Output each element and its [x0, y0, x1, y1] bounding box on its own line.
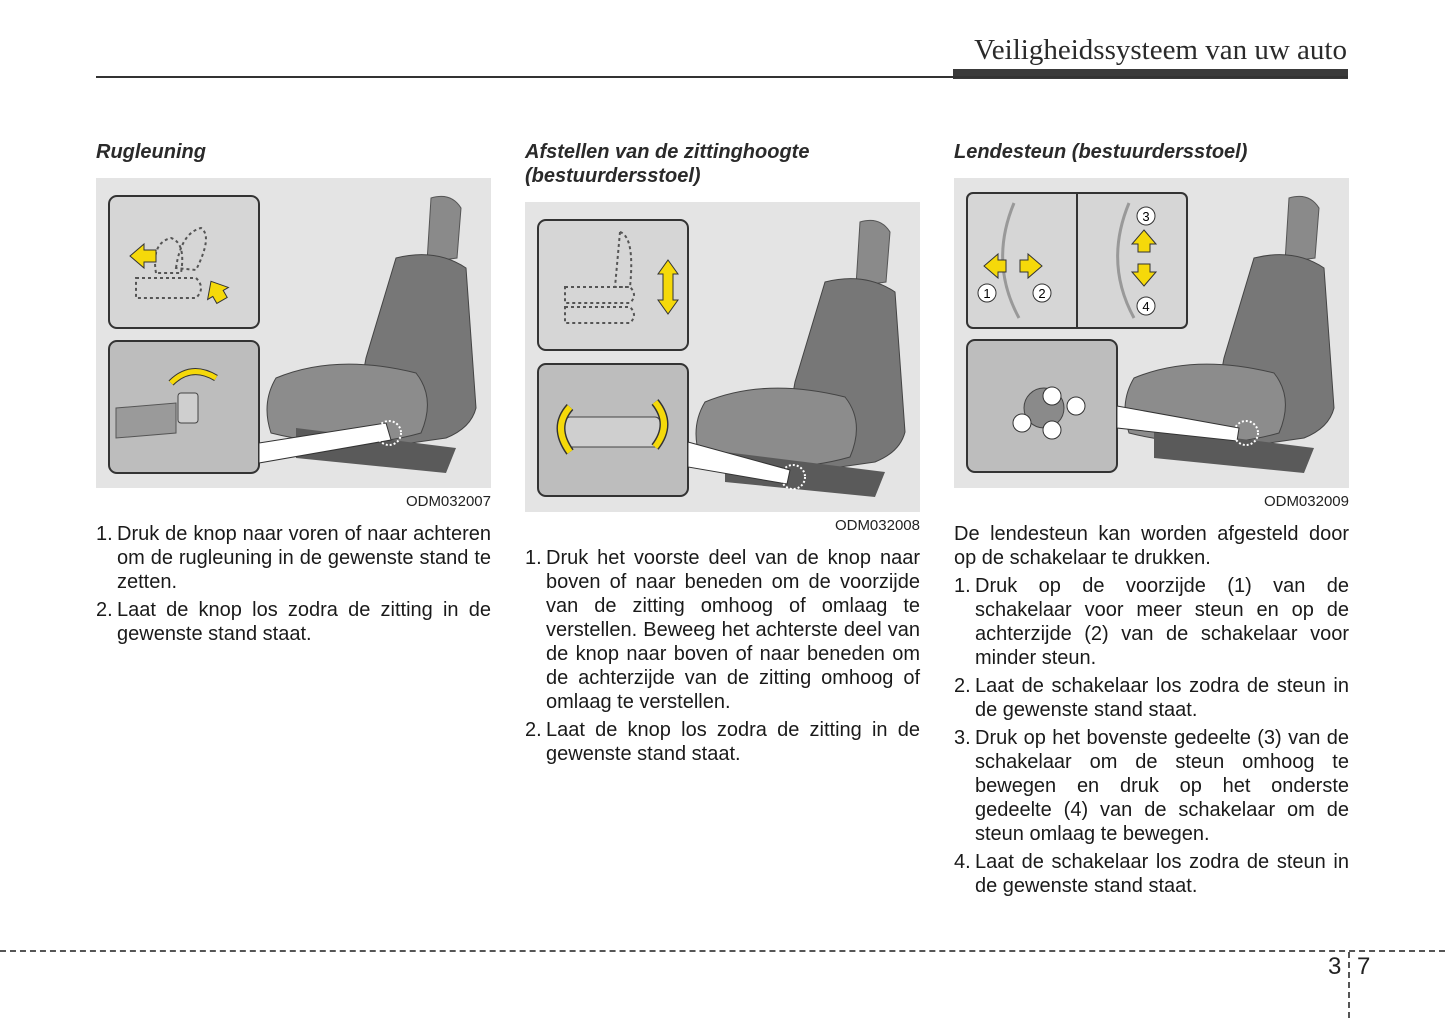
- item-number: 2.: [525, 719, 542, 741]
- intro-text: De lendesteun kan worden afgesteld door op de schakelaar te drukken.: [954, 523, 1349, 569]
- label-3: 3: [1142, 209, 1150, 224]
- seat-height-illustration: [525, 202, 920, 512]
- item-text: Laat de knop los zodra de zitting in de gewenste stand staat.: [546, 719, 920, 765]
- section-title: Lendesteun (bestuurdersstoel): [954, 141, 1248, 163]
- seatback-illustration: [96, 178, 491, 488]
- item-number: 1.: [525, 547, 542, 569]
- seatback-figure: [96, 178, 491, 510]
- list-item: [954, 850, 1349, 898]
- list-item: [954, 574, 1349, 670]
- figure-code: ODM032009: [1263, 493, 1349, 510]
- item-text: Druk op het bovenste gedeelte (3) van de schakelaar om de steun omhoog te bewegen en druk op het onderste gedeelte (4) van de schakelaar om de steun omlaag te bewegen.: [975, 727, 1349, 845]
- list-item: [525, 718, 920, 766]
- list-item: [525, 546, 920, 714]
- section-lendesteun: [954, 140, 1349, 902]
- instructions: [96, 522, 491, 646]
- list-item: [954, 726, 1349, 846]
- page-divider: [1348, 952, 1350, 1018]
- list-item: [96, 598, 491, 646]
- chapter-number: 3: [1328, 953, 1342, 980]
- page-number: 7: [1357, 953, 1371, 980]
- section-rugleuning: [96, 140, 491, 650]
- section-zittinghoogte: [525, 140, 920, 770]
- lumbar-illustration: [954, 178, 1349, 488]
- item-text: Druk op de voorzijde (1) van de schakelaar voor meer steun en op de achterzijde (2) van de schakelaar voor minder steun.: [975, 575, 1349, 669]
- figure-code: ODM032008: [834, 517, 920, 534]
- label-2: 2: [1038, 286, 1046, 301]
- section-title: Rugleuning: [96, 141, 206, 163]
- label-4: 4: [1142, 299, 1150, 314]
- item-text: Druk de knop naar voren of naar achteren om de rugleuning in de gewenste stand te zetten.: [117, 523, 491, 593]
- figure-code: ODM032007: [405, 493, 491, 510]
- header-title: Veiligheidssysteem van uw auto: [974, 34, 1347, 66]
- item-text: Laat de schakelaar los zodra de steun in de gewenste stand staat.: [975, 851, 1349, 897]
- height-switch: [565, 417, 660, 447]
- label-1: 1: [983, 286, 991, 301]
- seatback-knob: [178, 393, 198, 423]
- item-number: 2.: [96, 599, 113, 621]
- item-text: Laat de knop los zodra de zitting in de gewenste stand staat.: [117, 599, 491, 645]
- list-item: [954, 674, 1349, 722]
- item-number: 1.: [96, 523, 113, 545]
- item-number: 2.: [954, 675, 971, 697]
- header-rule: [96, 76, 1348, 78]
- item-text: Laat de schakelaar los zodra de steun in de gewenste stand staat.: [975, 675, 1349, 721]
- instructions: [954, 522, 1349, 898]
- item-text: Druk het voorste deel van de knop naar boven of naar beneden om de voorzijde van de zitting omhoog of omlaag te verstellen. Beweeg het achterste deel van de knop naar boven of naar beneden om de achterzijde van de zitting omhoog of omlaag te verstellen.: [546, 547, 920, 713]
- list-item: [96, 522, 491, 594]
- item-number: 4.: [954, 851, 971, 873]
- item-number: 1.: [954, 575, 971, 597]
- seat-height-figure: [525, 202, 920, 534]
- footer-dashed-line: [0, 950, 1445, 952]
- lumbar-figure: [954, 178, 1349, 510]
- section-title: Afstellen van de zittinghoogte (bestuurdersstoel): [525, 141, 810, 187]
- item-number: 3.: [954, 727, 971, 749]
- instructions: [525, 546, 920, 766]
